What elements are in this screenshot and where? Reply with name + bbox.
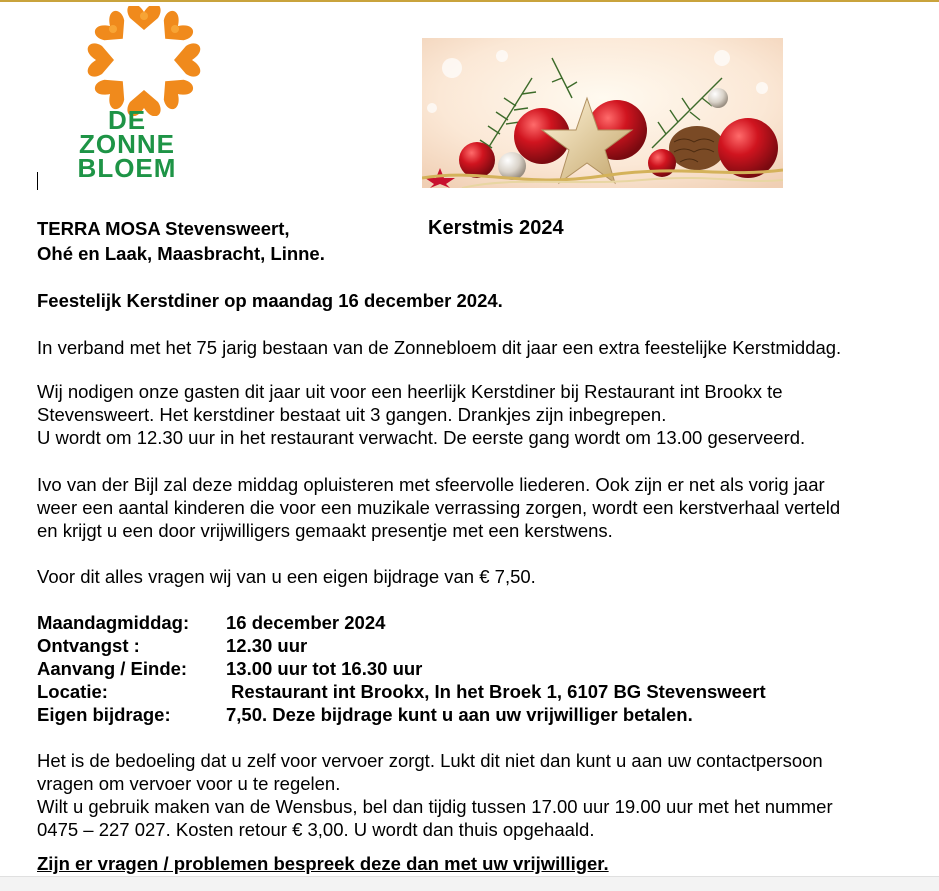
paragraph-5-line-1: Het is de bedoeling dat u zelf voor vervoer zorgt. Lukt dit niet dan kunt u aan uw contactpersoon <box>37 750 823 771</box>
paragraph-5-line-2: vragen om vervoer voor u te regelen. <box>37 773 341 794</box>
paragraph-3-line-1: Ivo van der Bijl zal deze middag opluisteren met sfeervolle liederen. Ook zijn er net als vorig jaar <box>37 474 825 495</box>
detail-label: Ontvangst : <box>37 635 140 656</box>
sunflower-icon <box>40 6 250 116</box>
paragraph-2-line-2: Stevensweert. Het kerstdiner bestaat uit 3 gangen. Drankjes zijn inbegrepen. <box>37 404 667 425</box>
text-cursor <box>37 172 38 190</box>
paragraph-4: Voor dit alles vragen wij van u een eigen bijdrage van € 7,50. <box>37 566 536 587</box>
page-title: Kerstmis 2024 <box>428 217 564 239</box>
detail-value: 7,50. Deze bijdrage kunt u aan uw vrijwilliger betalen. <box>226 704 693 725</box>
logo-wordmark <box>42 105 212 183</box>
paragraph-1: In verband met het 75 jarig bestaan van de Zonnebloem dit jaar een extra feestelijke Kerstmiddag. <box>37 337 842 358</box>
paragraph-2-line-3: U wordt om 12.30 uur in het restaurant verwacht. De eerste gang wordt om 13.00 geserveerd. <box>37 427 806 448</box>
detail-label: Eigen bijdrage: <box>37 704 171 725</box>
org-line-2: Ohé en Laak, Maasbracht, Linne. <box>37 243 325 264</box>
logo-line-3: BLOEM <box>77 153 177 183</box>
detail-label: Aanvang / Einde: <box>37 658 188 679</box>
detail-value: 13.00 uur tot 16.30 uur <box>226 658 423 679</box>
paragraph-6-line-1: Wilt u gebruik maken van de Wensbus, bel dan tijdig tussen 17.00 uur 19.00 uur met het nummer <box>37 796 833 817</box>
subtitle: Feestelijk Kerstdiner op maandag 16 december 2024. <box>37 290 503 311</box>
detail-label: Locatie: <box>37 681 108 702</box>
logo-line-1: DE <box>107 105 147 135</box>
top-rule <box>0 0 939 2</box>
detail-value: 12.30 uur <box>226 635 308 656</box>
page-bottom-edge <box>0 876 939 891</box>
detail-label: Maandagmiddag: <box>37 612 190 633</box>
paragraph-6-line-2: 0475 – 227 027. Kosten retour € 3,00. U wordt dan thuis opgehaald. <box>37 819 595 840</box>
christmas-banner-image <box>422 38 783 188</box>
paragraph-2-line-1: Wij nodigen onze gasten dit jaar uit voor een heerlijk Kerstdiner bij Restaurant int Brookx te <box>37 381 783 402</box>
org-line-1: TERRA MOSA Stevensweert, <box>37 218 290 239</box>
detail-value: 16 december 2024 <box>226 612 386 633</box>
closing-note: Zijn er vragen / problemen bespreek deze dan met uw vrijwilliger. <box>37 853 609 874</box>
paragraph-3-line-3: en krijgt u een door vrijwilligers gemaakt presentje met een kerstwens. <box>37 520 613 541</box>
logo-line-2: ZONNE <box>79 129 175 159</box>
paragraph-3-line-2: weer een aantal kinderen die voor een muzikale verrassing zorgen, wordt een kerstverhaal verteld <box>37 497 841 518</box>
detail-value: Restaurant int Brookx, In het Broek 1, 6107 BG Stevensweert <box>231 681 766 702</box>
